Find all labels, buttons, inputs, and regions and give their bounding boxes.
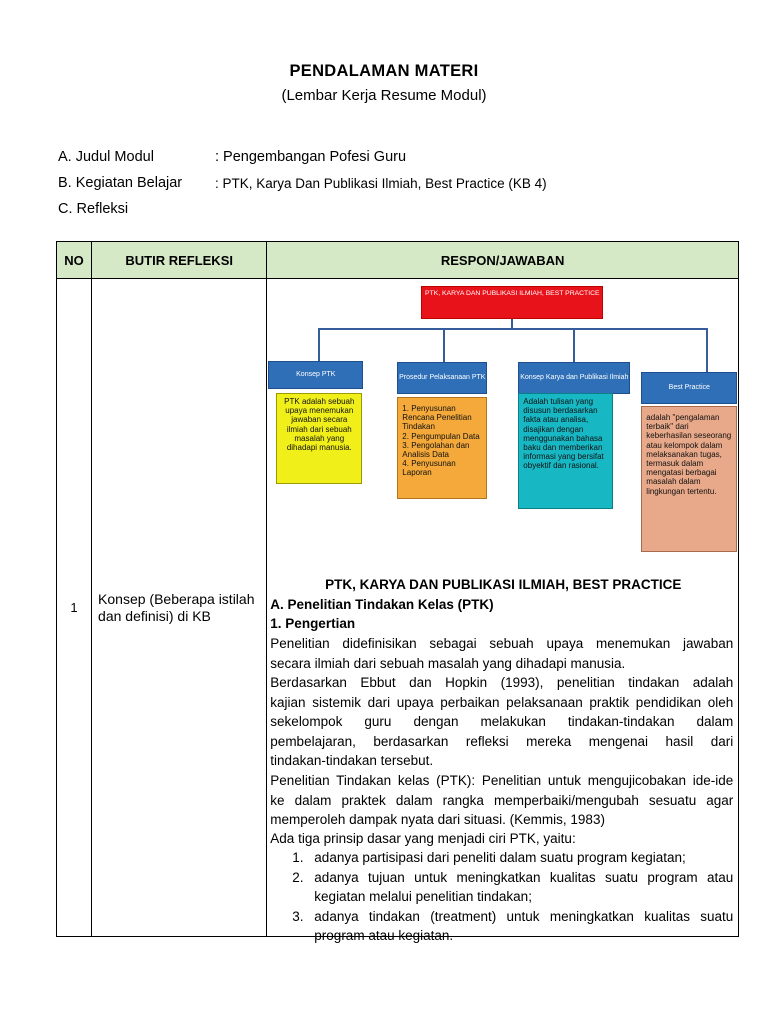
diagram-branch-body: Adalah tulisan yang disusun berdasarkan fakta atau analisa, disajikan dengan menggunakan bahasa baku dan memberikan informasi yang bersifat obyektif dan rasional. xyxy=(518,393,613,509)
text-line: pembelajaran, berdasarkan refleksi mereka mengenai hasil dari xyxy=(270,733,734,749)
list-item: 4. Penyusunan Laporan xyxy=(402,459,456,478)
procedure-list xyxy=(402,404,482,478)
header-no: NO xyxy=(57,242,92,279)
text-line: Penelitian didefinisikan sebagai sebuah upaya menemukan jawaban xyxy=(270,636,734,651)
text-line: Penelitian Tindakan kelas (PTK): Penelitian untuk mengujicobakan ide-ide xyxy=(270,773,734,788)
diagram-branch-title: Konsep PTK xyxy=(268,361,363,389)
list-number: 3. xyxy=(292,908,304,924)
diagram-branch-body xyxy=(397,397,487,499)
list-item xyxy=(270,907,733,946)
meta-key: A. Judul Modul xyxy=(58,149,154,165)
list-text: adanya tujuan untuk meningkatkan kualitas suatu program atau kegiatan melalui penelitian tindakan; xyxy=(314,869,734,904)
text-line: secara ilmiah dari sebuah masalah yang dihadapi manusia. xyxy=(270,655,626,671)
meta-key: C. Refleksi xyxy=(58,201,129,217)
paragraph-ebbut-hopkin xyxy=(270,673,733,771)
row-respon xyxy=(267,279,739,943)
list-item xyxy=(270,868,733,907)
text-line: ke dalam praktek dalam rangka memperbaiki/mengubah sesuatu agar xyxy=(270,792,734,808)
diagram-branch-body: adalah "pengalaman terbaik" dari keberhasilan seseorang atau kelompok dalam melaksanakan tugas, termasuk dalam mengatasi berbagai masalah dalam lingkungan tertentu. xyxy=(641,406,737,552)
text-line: tindakan-tindakan tersebut. xyxy=(270,753,434,768)
paragraph-principles-intro xyxy=(270,829,733,849)
list-number: 1. xyxy=(292,850,304,865)
row-butir: Konsep (Beberapa istilah dan definisi) di KB xyxy=(92,279,267,937)
meta-value: : PTK, Karya Dan Publikasi Ilmiah, Best Practice (KB 4) xyxy=(215,176,547,191)
table-header-row xyxy=(57,242,739,279)
header-respon: RESPON/JAWABAN xyxy=(267,242,739,279)
text-line: Berdasarkan Ebbut dan Hopkin (1993), penelitian tindakan adalah xyxy=(270,675,734,690)
diagram-root: PTK, KARYA DAN PUBLIKASI ILMIAH, BEST PRACTICE xyxy=(421,286,603,319)
diagram-branch-body: PTK adalah sebuah upaya menemukan jawaban secara ilmiah dari sebuah masalah yang dihadapi manusia. xyxy=(276,393,362,484)
meta-key: B. Kegiatan Belajar xyxy=(58,175,183,191)
diagram-branch-title: Prosedur Pelaksanaan PTK xyxy=(397,362,487,394)
paragraph-ptk xyxy=(270,771,733,830)
list-item xyxy=(270,848,733,868)
paragraph-definition xyxy=(270,634,733,673)
principles-list xyxy=(270,848,733,946)
diagram-branch-title: Konsep Karya dan Publikasi Ilmiah xyxy=(518,362,630,394)
section-heading-a: A. Penelitian Tindakan Kelas (PTK) xyxy=(270,597,494,612)
header-butir: BUTIR REFLEKSI xyxy=(92,242,267,279)
list-item: 3. Pengolahan dan Analisis Data xyxy=(402,440,470,460)
list-number: 2. xyxy=(292,869,304,885)
subsection-heading: 1. Pengertian xyxy=(270,616,356,631)
text-line: sekelompok guru dengan melakukan tindakan-tindakan dalam xyxy=(270,714,734,729)
row-number: 1 xyxy=(57,279,92,937)
list-item: 2. Pengumpulan Data xyxy=(402,431,480,441)
section-title: PTK, KARYA DAN PUBLIKASI ILMIAH, BEST PRACTICE xyxy=(325,577,682,592)
page-subtitle: (Lembar Kerja Resume Modul) xyxy=(281,87,487,104)
reflection-table xyxy=(56,241,739,943)
meta-value: : Pengembangan Pofesi Guru xyxy=(215,149,407,165)
table-row xyxy=(57,279,739,937)
list-item: 1. Penyusunan Rencana Penelitian Tindakan xyxy=(402,404,472,432)
list-text: adanya partisipasi dari peneliti dalam suatu program kegiatan; xyxy=(314,850,686,865)
text-line: Ada tiga prinsip dasar yang menjadi ciri PTK, yaitu: xyxy=(270,831,576,846)
text-line: kajian sistemik dari upaya perbaikan pelaksanaan praktik pendidikan oleh xyxy=(270,694,734,710)
page-title: PENDALAMAN MATERI xyxy=(289,62,479,80)
text-line: memperoleh dampak nyata dari situasi. (Kemmis, 1983) xyxy=(270,812,605,827)
list-text: adanya tindakan (treatment) untuk meningkatkan kualitas suatu program atau kegiatan. xyxy=(314,908,734,943)
diagram-branch-title: Best Practice xyxy=(641,372,737,404)
